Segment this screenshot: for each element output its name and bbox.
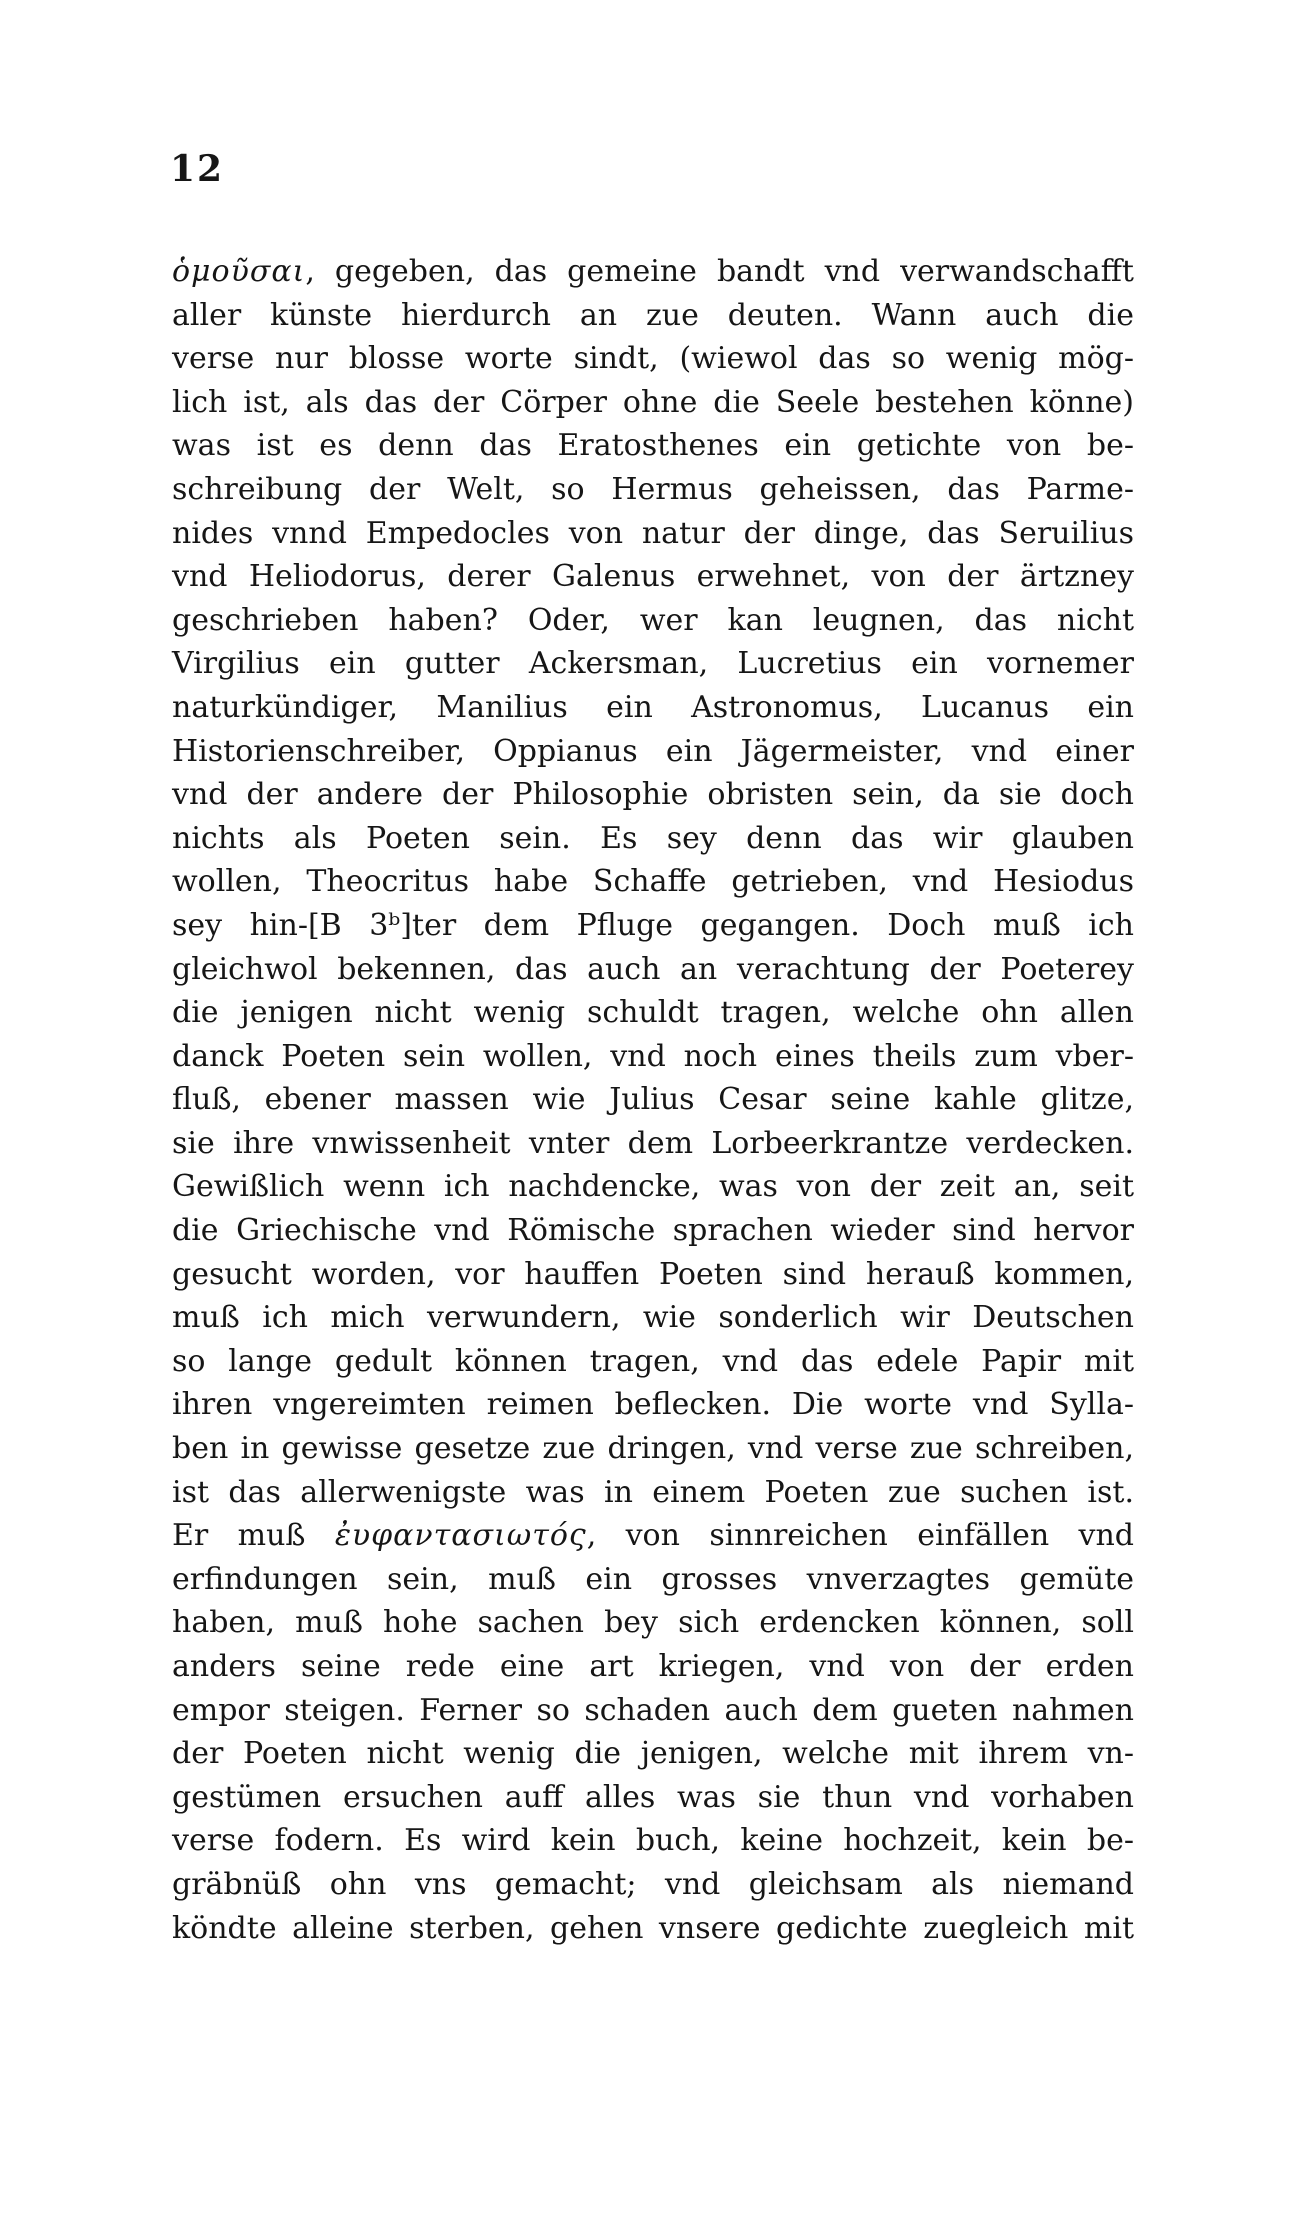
text-line: ὁμοῦσαι, gegeben, das gemeine bandt vnd verwandschafft bbox=[172, 254, 1134, 289]
text-line: fluß, ebener massen wie Julius Cesar seine kahle glitze, bbox=[172, 1082, 1134, 1118]
text-line: gleichwol bekennen, das auch an verachtung der Poeterey bbox=[172, 951, 1134, 987]
greek-word: ὁμοῦσαι bbox=[172, 254, 306, 289]
text-line: danck Poeten sein wollen, vnd noch eines theils zum vber- bbox=[172, 1038, 1134, 1074]
text-line: verse nur blosse worte sindt, (wiewol das so wenig mög- bbox=[172, 341, 1134, 377]
greek-word: ἐυφαντασιωτός bbox=[334, 1518, 587, 1554]
text-line: aller künste hierdurch an zue deuten. Wann auch die bbox=[172, 297, 1134, 333]
text-line: lich ist, als das der Cörper ohne die Seele bestehen könne) bbox=[172, 384, 1134, 420]
text-line: haben, muß hohe sachen bey sich erdencken können, soll bbox=[172, 1605, 1134, 1641]
text-line: erfindungen sein, muß ein grosses vnverzagtes gemüte bbox=[172, 1561, 1134, 1597]
text-line: gestümen ersuchen auff alles was sie thun vnd vorhaben bbox=[172, 1779, 1134, 1815]
text-line: nichts als Poeten sein. Es sey denn das wir glauben bbox=[172, 820, 1134, 856]
text-line: die jenigen nicht wenig schuldt tragen, welche ohn allen bbox=[172, 995, 1134, 1031]
text-line: gesucht worden, vor hauffen Poeten sind herauß kommen, bbox=[172, 1256, 1134, 1292]
text-line: wollen, Theocritus habe Schaffe getrieben, vnd Hesiodus bbox=[172, 864, 1134, 900]
text-line: Gewißlich wenn ich nachdencke, was von der zeit an, seit bbox=[172, 1169, 1134, 1205]
text-line: gräbnüß ohn vns gemacht; vnd gleichsam als niemand bbox=[172, 1866, 1134, 1902]
text-line: die Griechische vnd Römische sprachen wieder sind hervor bbox=[172, 1213, 1134, 1249]
text-line: Er muß ἐυφαντασιωτός, von sinnreichen einfällen vnd bbox=[172, 1518, 1135, 1554]
text-line: vnd Heliodorus, derer Galenus erwehnet, von der ärtzney bbox=[172, 559, 1134, 595]
text-line: sey hin-[B 3ᵇ]ter dem Pfluge gegangen. Doch muß ich bbox=[172, 907, 1134, 943]
text-line: sie ihre vnwissenheit vnter dem Lorbeerkrantze verdecken. bbox=[172, 1125, 1134, 1161]
text-line: anders seine rede eine art kriegen, vnd von der erden bbox=[172, 1649, 1134, 1684]
text-line: empor steigen. Ferner so schaden auch dem gueten nahmen bbox=[172, 1692, 1134, 1728]
text-line: der Poeten nicht wenig die jenigen, welche mit ihrem vn- bbox=[172, 1736, 1134, 1772]
text-line: ihren vngereimten reimen beflecken. Die worte vnd Sylla- bbox=[172, 1387, 1134, 1423]
page-number: 12 bbox=[170, 148, 225, 190]
text-line: nides vnnd Empedocles von natur der dinge, das Seruilius bbox=[172, 515, 1134, 551]
text-line: Virgilius ein gutter Ackersman, Lucretius ein vornemer bbox=[172, 646, 1134, 682]
text-line: so lange gedult können tragen, vnd das edele Papir mit bbox=[172, 1343, 1134, 1379]
text-line: vnd der andere der Philosophie obristen sein, da sie doch bbox=[172, 777, 1134, 813]
text-line: Historienschreiber, Oppianus ein Jägermeister, vnd einer bbox=[172, 733, 1134, 769]
text-line: naturkündiger, Manilius ein Astronomus, Lucanus ein bbox=[172, 689, 1134, 725]
page-text bbox=[172, 250, 1134, 1950]
text-line: was ist es denn das Eratosthenes ein getichte von be- bbox=[172, 428, 1134, 464]
text-line: verse fodern. Es wird kein buch, keine hochzeit, kein be- bbox=[172, 1823, 1134, 1859]
text-line: ben in gewisse gesetze zue dringen, vnd verse zue schreiben, bbox=[172, 1431, 1134, 1467]
text-line: muß ich mich verwundern, wie sonderlich wir Deutschen bbox=[172, 1300, 1134, 1336]
text-line: köndte alleine sterben, gehen vnsere gedichte zuegleich mit bbox=[172, 1910, 1134, 1946]
text-line: schreibung der Welt, so Hermus geheissen, das Parme- bbox=[172, 471, 1134, 507]
text-line: geschrieben haben? Oder, wer kan leugnen, das nicht bbox=[172, 602, 1134, 638]
text-line: ist das allerwenigste was in einem Poeten zue suchen ist. bbox=[172, 1474, 1134, 1510]
